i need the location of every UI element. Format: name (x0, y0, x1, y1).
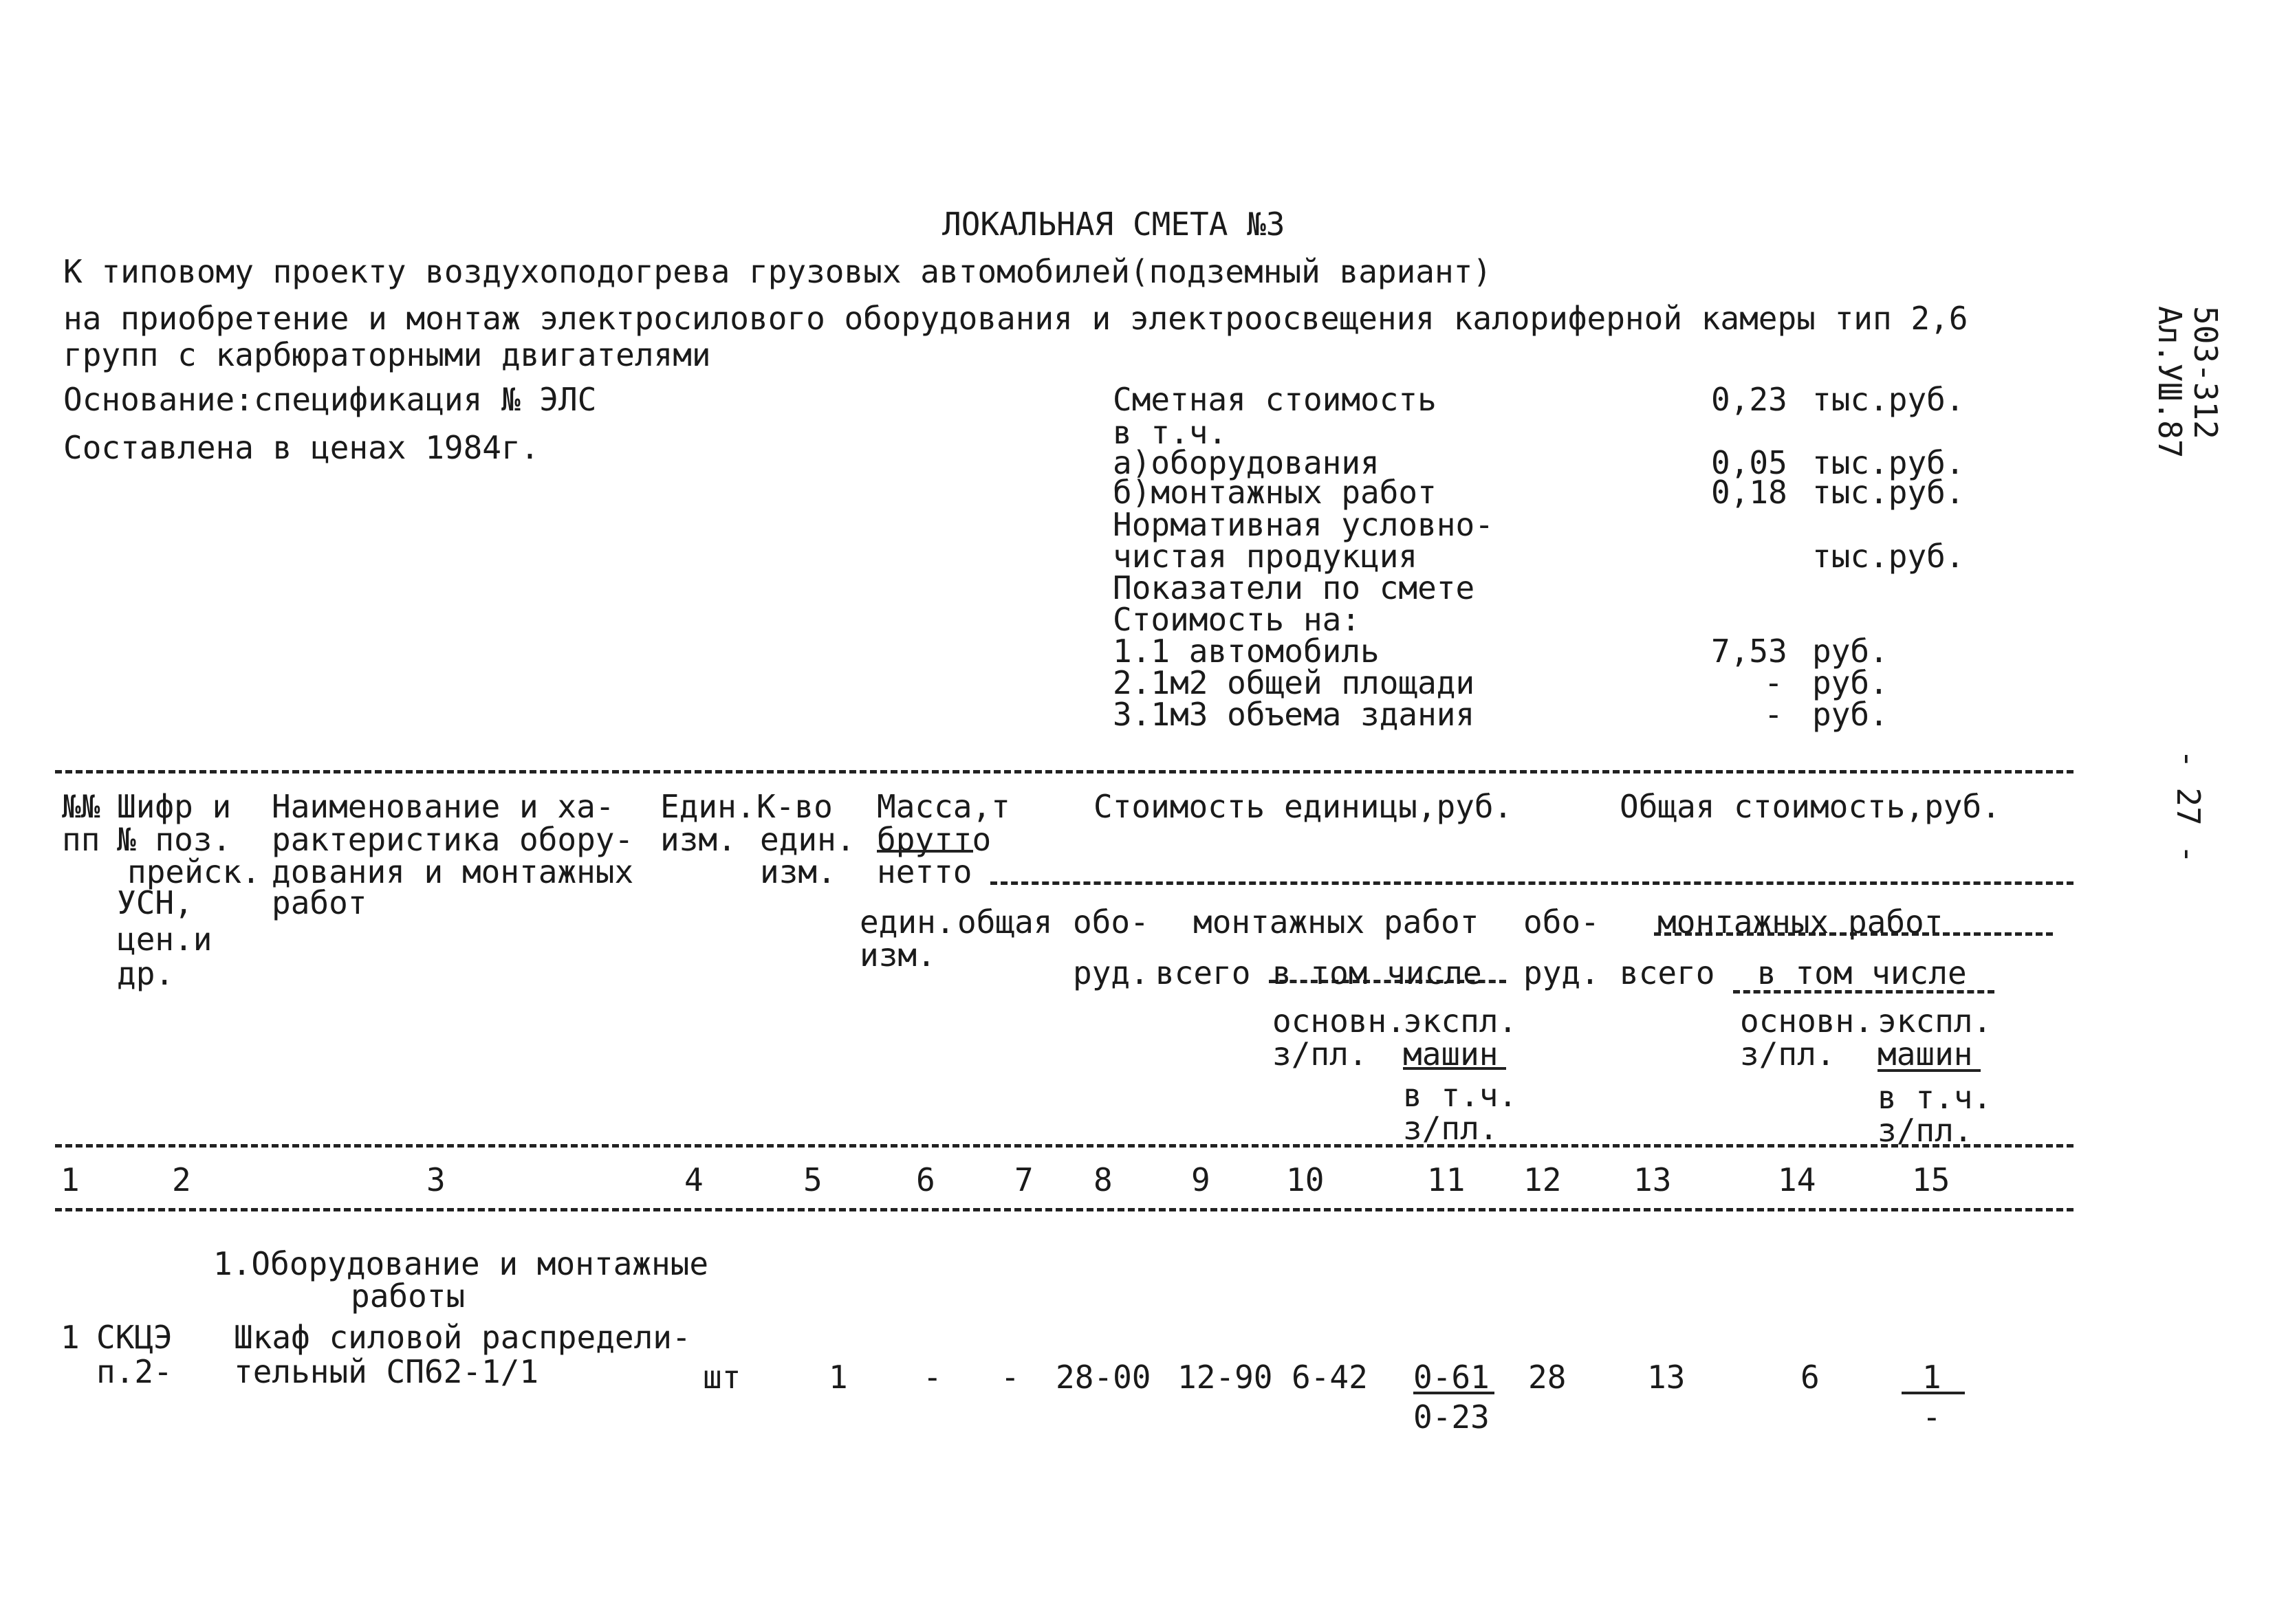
row-code: п.2- (96, 1353, 173, 1390)
col-number: 14 (1778, 1161, 1816, 1198)
summary-label: Сметная стоимость (1113, 381, 1437, 418)
section-title-2: работы (351, 1277, 466, 1315)
col-mach-header: машин (1403, 1035, 1499, 1073)
col-number: 13 (1633, 1161, 1672, 1198)
col-number: 1 (61, 1161, 80, 1198)
summary-label: а)оборудования (1113, 444, 1380, 481)
col-name-header: работ (272, 884, 367, 921)
col-name-header: рактеристика обору- (272, 821, 634, 858)
col-mass-total-header: общая (957, 903, 1053, 941)
summary-label: б)монтажных работ (1113, 474, 1437, 511)
basis-line: Основание:спецификация № ЭЛС (63, 381, 597, 418)
col-total-mach-header: экспл. (1877, 1002, 1992, 1040)
col-code-header: др. (117, 955, 175, 992)
col-mach-header: з/пл. (1403, 1110, 1499, 1147)
section-title: 1.Оборудование и монтажные (213, 1245, 709, 1282)
total-cost-header: Общая стоимость,руб. (1620, 788, 2001, 825)
summary-unit: руб. (1812, 696, 1888, 733)
header-sub-rule (990, 881, 2073, 885)
album-code: Ал.УШ.87 (2151, 306, 2188, 459)
total-mach-fraction-line (1902, 1392, 1965, 1394)
col-number: 7 (1014, 1161, 1034, 1198)
row-code: СКЦЭ (96, 1319, 173, 1356)
total-mach-underline (1877, 1069, 1981, 1072)
col-total-mont-header: монтажных работ (1657, 903, 1944, 941)
col-total-basic-header: з/пл. (1740, 1035, 1836, 1073)
col-mass-header: Масса,т (877, 788, 1010, 825)
col-total-all-header: всего (1620, 954, 1715, 991)
col-total-basic-header: основн. (1740, 1002, 1873, 1040)
summary-value: - (1764, 664, 1783, 701)
col-number: 10 (1286, 1161, 1325, 1198)
row-qty: 1 (829, 1359, 848, 1396)
col-total-mach-header: машин (1877, 1035, 1973, 1073)
col-name-header: Наименование и ха- (272, 788, 615, 825)
col-number: 9 (1191, 1161, 1210, 1198)
mach-fraction-line (1413, 1392, 1494, 1394)
row-number: 1 (61, 1319, 80, 1356)
col-number: 5 (803, 1161, 823, 1198)
summary-label: 1.1 автомобиль (1113, 633, 1380, 670)
col-number: 8 (1093, 1161, 1113, 1198)
summary-label: Стоимость на: (1113, 601, 1361, 638)
mach-underline (1403, 1067, 1506, 1070)
col-basic-header: з/пл. (1272, 1035, 1368, 1073)
col-unit-header: Един. (660, 788, 756, 825)
row-mass-total: - (1001, 1359, 1020, 1396)
row-total-all: 13 (1647, 1359, 1686, 1396)
purpose-line: на приобретение и монтаж электросилового оборудования и электроосвещения калориферной камеры тип 2,6 (63, 300, 1968, 337)
col-all-header: всего (1155, 954, 1251, 991)
row-equip-cost: 28-00 (1056, 1359, 1151, 1396)
summary-unit: руб. (1812, 633, 1888, 670)
document-code: 503-312 (2187, 306, 2224, 439)
col-mont-header: монтажных работ (1193, 903, 1479, 941)
row-name: тельный СП62-1/1 (234, 1353, 539, 1390)
col-number: 11 (1427, 1161, 1466, 1198)
col-total-incl-header: в том числе (1757, 954, 1967, 991)
netto-underline (877, 850, 973, 853)
col-equip-header: руд. (1073, 954, 1149, 991)
col-code-header: Шифр и (117, 788, 232, 825)
col-mach-header: экспл. (1403, 1002, 1518, 1040)
col-basic-header: основн. (1272, 1002, 1406, 1040)
summary-value: 7,53 (1711, 633, 1787, 670)
col-mass-unit-header: един. (860, 903, 955, 941)
summary-value: - (1764, 696, 1783, 733)
row-total-basic: 6 (1800, 1359, 1820, 1396)
summary-label: Показатели по смете (1113, 569, 1475, 606)
project-line: К типовому проекту воздухоподогрева грузовых автомобилей(подземный вариант) (63, 253, 1492, 290)
col-number: 4 (684, 1161, 704, 1198)
col-number: 6 (916, 1161, 935, 1198)
summary-label: в т.ч. (1113, 414, 1228, 451)
col-total-equip-header: обо- (1523, 903, 1600, 941)
row-mont-all: 12-90 (1177, 1359, 1273, 1396)
summary-value: 0,18 (1711, 474, 1787, 511)
col-qty-header: К-во (756, 788, 833, 825)
unit-cost-header: Стоимость единицы,руб. (1093, 788, 1513, 825)
col-mach-header: в т.ч. (1403, 1077, 1518, 1114)
summary-label: 2.1м2 общей площади (1113, 664, 1475, 701)
table-top-rule (55, 770, 2073, 773)
prices-line: Составлена в ценах 1984г. (63, 429, 540, 466)
summary-unit: тыс.руб. (1812, 444, 1965, 481)
row-total-equip: 28 (1528, 1359, 1567, 1396)
col-total-mach-header: з/пл. (1877, 1112, 1973, 1149)
summary-unit: тыс.руб. (1812, 474, 1965, 511)
row-total-mach: 1 (1922, 1359, 1941, 1396)
page-title: ЛОКАЛЬНАЯ СМЕТА №3 (942, 206, 1285, 243)
col-mass-header: нетто (877, 853, 972, 890)
col-unit-header: изм. (660, 821, 737, 858)
row-mass-unit: - (923, 1359, 942, 1396)
col-num-header: пп (62, 821, 100, 858)
summary-label: 3.1м3 объема здания (1113, 696, 1475, 733)
col-qty-header: един. (760, 821, 856, 858)
summary-value: 0,23 (1711, 381, 1787, 418)
col-incl-header: в том числе (1272, 954, 1482, 991)
col-number: 3 (426, 1161, 446, 1198)
summary-unit: руб. (1812, 664, 1888, 701)
col-total-mach-header: в т.ч. (1877, 1079, 1992, 1116)
col-number: 2 (172, 1161, 191, 1198)
header-bottom-rule (55, 1144, 2073, 1148)
page-number: - 27 - (2170, 749, 2207, 864)
col-qty-header: изм. (760, 853, 836, 890)
col-code-header: УСН, (117, 884, 193, 921)
summary-unit: тыс.руб. (1812, 538, 1965, 575)
row-unit: шт (703, 1359, 741, 1396)
col-code-header: прейск. (127, 853, 261, 890)
numbers-bottom-rule (55, 1208, 2073, 1211)
col-code-header: № поз. (117, 821, 232, 858)
col-name-header: дования и монтажных (272, 853, 634, 890)
row-name: Шкаф силовой распредели- (234, 1319, 691, 1356)
row-mach-wage: 0-23 (1413, 1398, 1490, 1436)
summary-label: Нормативная условно- (1113, 506, 1494, 543)
row-basic-wage: 6-42 (1292, 1359, 1368, 1396)
col-code-header: цен.и (117, 921, 213, 958)
purpose-line-2: групп с карбюраторными двигателями (63, 336, 711, 373)
summary-unit: тыс.руб. (1812, 381, 1965, 418)
col-number: 15 (1912, 1161, 1950, 1198)
col-number: 12 (1523, 1161, 1562, 1198)
row-mach: 0-61 (1413, 1359, 1490, 1396)
row-total-mach-wage: - (1922, 1398, 1941, 1436)
col-num-header: №№ (62, 788, 100, 825)
summary-label: чистая продукция (1113, 538, 1418, 575)
col-mass-header: брутто (877, 821, 992, 858)
col-mass-unit-header: изм. (860, 936, 936, 974)
summary-value: 0,05 (1711, 444, 1787, 481)
col-equip-header: обо- (1073, 903, 1149, 941)
col-total-equip-header: руд. (1523, 954, 1600, 991)
